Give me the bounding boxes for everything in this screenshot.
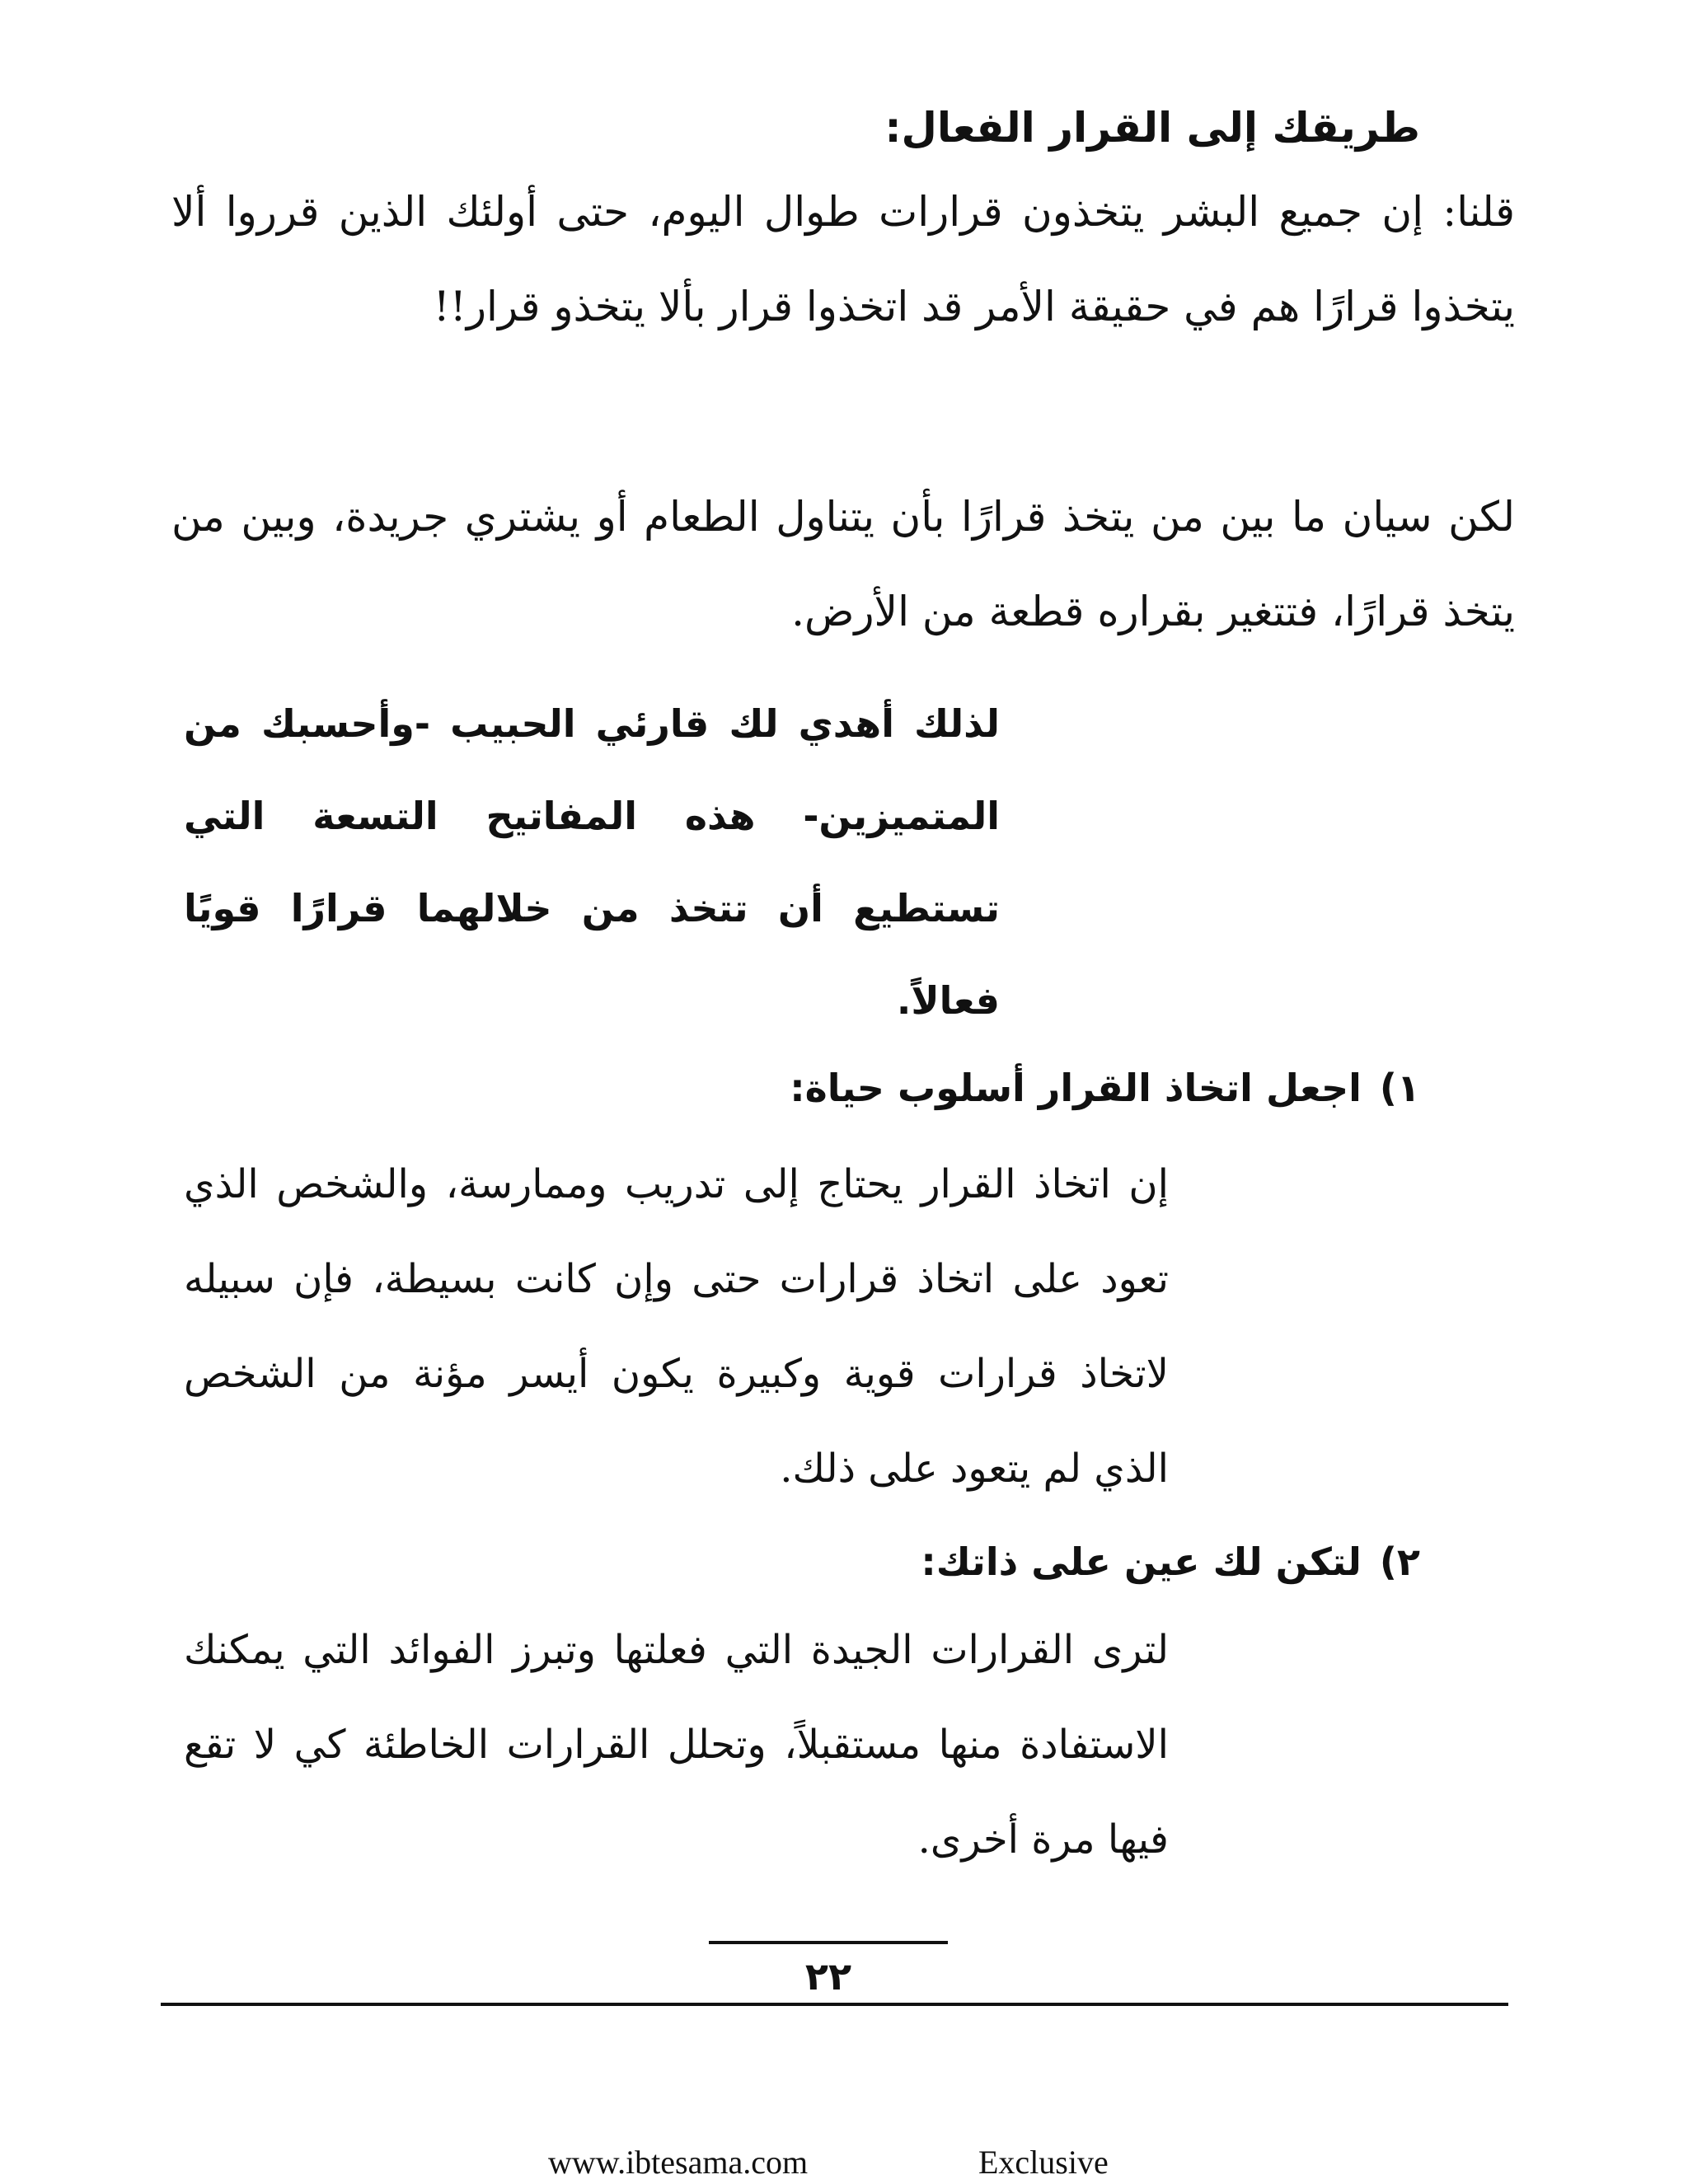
item-2-body: لترى القرارات الجيدة التي فعلتها وتبرز الفوائد التي يمكنك الاستفادة منها مستقبلاً، وتحلل القرارات الخاطئة كي لا تقع فيها مرة أخرى. xyxy=(184,1627,1169,1863)
paragraph-2: لكن سيان ما بين من يتخذ قرارًا بأن يتناول الطعام أو يشتري جريدة، وبين من يتخذ قرارًا، فتتغير بقراره قطعة من الأرض. xyxy=(171,493,1515,635)
section-heading: طريقك إلى القرار الفعال: xyxy=(884,104,1420,152)
item-1-number: ١) xyxy=(1379,1066,1420,1110)
dedication-block: لذلك أهدي لك قارئي الحبيب -وأحسبك من المتميزين- هذه المفاتيح التسعة التي تستطيع أن تتخذ من خلالهما قرارًا قويًا فعالاً. xyxy=(184,701,1000,1023)
item-2-title: لتكن لك عين على ذاتك: xyxy=(921,1540,1362,1584)
paragraph-1: قلنا: إن جميع البشر يتخذون قرارات طوال اليوم، حتى أولئك الذين قرروا ألا يتخذوا قرارًا هم في حقيقة الأمر قد اتخذوا قرار بألا يتخذو قرار!! xyxy=(171,188,1515,330)
page-number-rule xyxy=(709,1941,948,1944)
footer-tag: Exclusive xyxy=(978,2144,1109,2181)
footer-website: www.ibtesama.com xyxy=(548,2144,809,2181)
item-2-number: ٢) xyxy=(1379,1540,1420,1584)
footer xyxy=(0,2141,1688,2184)
page-number: ٢٢ xyxy=(804,1954,852,1999)
item-1-heading xyxy=(790,1059,1420,1117)
item-1-body: إن اتخاذ القرار يحتاج إلى تدريب وممارسة، والشخص الذي تعود على اتخاذ قرارات حتى وإن كانت بسيطة، فإن سبيله لاتخاذ قرارات قوية وكبيرة يكون أيسر مؤنة من الشخص الذي لم يتعود على ذلك. xyxy=(184,1161,1169,1492)
item-2-heading xyxy=(921,1533,1420,1591)
item-1-title: اجعل اتخاذ القرار أسلوب حياة: xyxy=(790,1066,1362,1110)
footer-divider xyxy=(161,2003,1508,2006)
